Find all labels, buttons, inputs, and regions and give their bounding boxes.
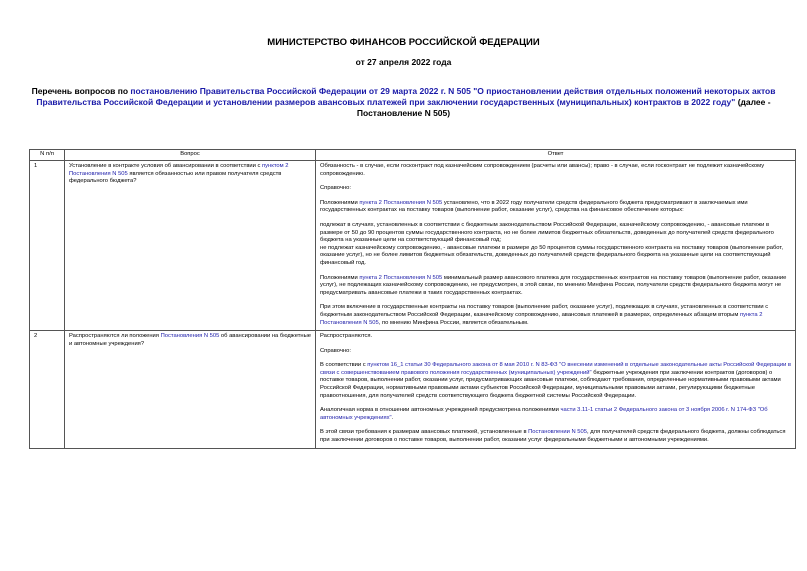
answer-text: . — [391, 414, 394, 421]
table-row — [30, 161, 796, 331]
answer-paragraph — [320, 362, 791, 400]
question-text: Установление в контракте условия об авансировании в соответствии с — [69, 163, 262, 169]
row-number: 1 — [30, 161, 65, 331]
table-row — [30, 331, 796, 449]
question-text: об авансировании на бюджетные и автономные учреждения? — [69, 333, 311, 347]
ministry-title: МИНИСТЕРСТВО ФИНАНСОВ РОССИЙСКОЙ ФЕДЕРАЦИИ — [267, 37, 540, 48]
heading-prefix: Перечень вопросов по — [31, 86, 131, 96]
document-date: от 27 апреля 2022 года — [355, 57, 452, 67]
answer-text: Положениями — [320, 199, 360, 206]
answer-text: бюджетные учреждения при заключении контрактов (договоров) о поставке товаров, выполнении работ, оказании услуг, предусматривающих авансовые платежи, соблюдают требования, определенные нормативными правовыми актами Российской Федерации, нормативными правовыми актами субъектов Российской Федерации, муниципальными правовыми актами, регулирующими бюджетные правоотношения, для получателей средств соответствующего бюджета бюджетной системы Российской Федерации. — [320, 369, 781, 399]
row-number: 2 — [30, 331, 65, 449]
answer-paragraph — [320, 304, 791, 327]
answer-text: Положениями — [320, 274, 360, 281]
answer-link[interactable]: пунктом 16_1 статьи 30 Федерального закона от 8 мая 2010 г. N 83-ФЗ "О внесении изменений в отдельные законодательные акты Российской Федерации в связи с совершенствованием правового положения государственных (муниципальных) учреждений" — [320, 362, 792, 376]
answer-paragraph: Обязанность - в случае, если госконтракт под казначейским сопровождением (расчеты или авансы); право - в случае, если госконтракт не подлежит казначейскому сопровождению. — [320, 163, 765, 177]
answer-paragraph: подлежат в случаях, установленных в соответствии с бюджетным законодательством Российской Федерации, казначейскому сопровождению, - авансовые платежи в размере от 50 до 90 процентов суммы государственного контракта, но не более лимитов бюджетных обязательств, доведенных до получателей средств федерального бюджета на указанные цели на соответствующий финансовый год; — [320, 221, 774, 244]
column-header-number: N п/п — [30, 150, 65, 161]
question-text: Распространяются ли положения — [69, 333, 161, 340]
qa-table — [29, 149, 796, 449]
table-header-row — [30, 150, 796, 161]
answer-paragraph: Справочно: — [320, 185, 351, 192]
answer-text: В этой связи требования к размерам авансовых платежей, установленные в — [320, 429, 529, 436]
answer-paragraph — [320, 429, 791, 444]
answer-paragraph: Справочно: — [320, 347, 351, 354]
heading-suffix: (далее - Постановление N 505) — [356, 97, 771, 118]
answer-link[interactable]: пункта 2 Постановления N 505 — [320, 311, 763, 326]
answer-cell — [316, 331, 796, 449]
answer-link[interactable]: Постановлении N 505 — [528, 429, 587, 436]
answer-text: При этом включение в государственные контракты на поставку товаров (выполнение работ, оказание услуг), подлежащих в случаях, установленных в соответствии с бюджетным законодательством Российской Федерации, казначейскому сопровождению, авансовых платежей в размерах, определенных абзацем вторым — [320, 304, 769, 318]
column-header-question: Вопрос — [65, 150, 316, 161]
answer-paragraph: Распространяются. — [320, 333, 373, 340]
answer-text: Аналогичная норма в отношении автономных учреждений предусмотрена положениями — [320, 407, 561, 414]
column-header-answer: Ответ — [316, 150, 796, 161]
answer-text: установлено, что в 2022 году получатели средств федерального бюджета предусматривают в заключаемых ими государственных контрактах на поставку товаров (выполнение работ, оказание услуг), средства на финансовое обеспечение которых: — [320, 199, 748, 214]
answer-paragraph — [320, 275, 791, 298]
answer-cell — [316, 161, 796, 331]
question-text: является обязанностью или правом получателя средств федерального бюджета? — [69, 170, 282, 185]
answer-paragraph — [320, 200, 791, 215]
question-link[interactable]: Постановления N 505 — [160, 333, 220, 340]
resolution-505-link[interactable]: постановлению Правительства Российской Федерации от 29 марта 2022 г. N 505 "О приостановлении действия отдельных положений некоторых актов Правительства Российской Федерации и установлении размеров авансовых платежей при заключении государственных (муниципальных) контрактов в 2022 году" — [36, 86, 776, 107]
answer-text: , по мнению Минфина России, является обязательным. — [378, 319, 529, 326]
answer-link[interactable]: пункта 2 Постановления N 505 — [359, 274, 443, 281]
question-cell — [65, 161, 316, 331]
answer-paragraph — [320, 407, 791, 422]
document-heading — [30, 86, 777, 119]
answer-paragraph: не подлежат казначейскому сопровождению, - авансовые платежи в размере до 50 процентов суммы государственного контракта на поставку товаров (выполнение работ, оказание услуг), но не более лимитов бюджетных обязательств, доведенных до получателей средств федерального бюджета на указанные цели на соответствующий финансовый год. — [320, 244, 784, 266]
answer-link[interactable]: части 3.11-1 статьи 2 Федерального закона от 3 ноября 2006 г. N 174-ФЗ "Об автономных учреждениях" — [320, 407, 768, 421]
question-cell — [65, 331, 316, 449]
answer-text: , для получателей средств федерального бюджета, должны соблюдаться при заключении договоров о поставке товаров, выполнении работ, оказании услуг федеральными бюджетными и автономными учреждениями. — [320, 429, 786, 444]
question-link[interactable]: пунктом 2 Постановления N 505 — [69, 163, 289, 177]
answer-text: В соответствии с — [320, 362, 368, 369]
answer-text: минимальный размер авансового платежа для государственных контрактов на поставку товаров (выполнение работ, оказание услуг), не подлежащих казначейскому сопровождению, не предусмотрен, в этой связи, по мнению Минфина России, получатели средств федерального бюджета могут не предусматривать авансовые платежи в таких государственных контрактах. — [320, 274, 787, 296]
answer-link[interactable]: пункта 2 Постановления N 505 — [359, 199, 443, 206]
